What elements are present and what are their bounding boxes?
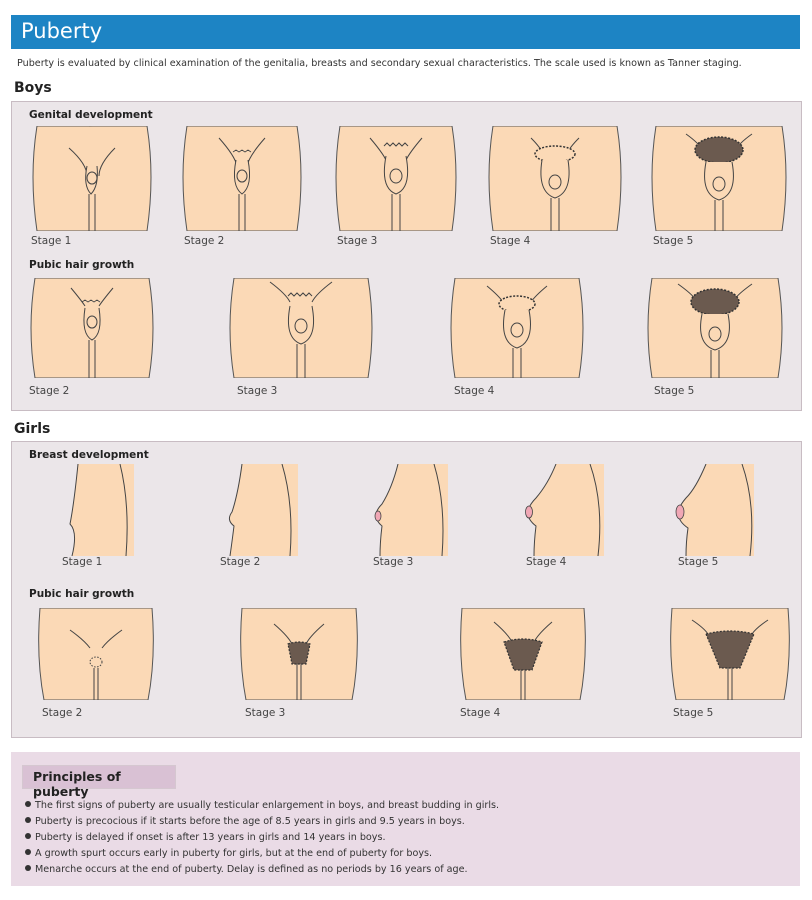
boy-pubic-stage3-figure (226, 278, 376, 378)
boy-genital-stage2-figure (179, 126, 305, 231)
page-title: Puberty (21, 19, 103, 43)
girl-breast-stage4-figure (520, 464, 604, 556)
list-item-text: Puberty is precocious if it starts before the age of 8.5 years in girls and 9.5 years in boys. (35, 816, 465, 827)
list-item-text: Puberty is delayed if onset is after 13 years in girls and 14 years in boys. (35, 832, 386, 843)
girl-breast-stage-label: Stage 4 (526, 556, 567, 568)
list-item-text: The first signs of puberty are usually testicular enlargement in boys, and breast budding in girls. (35, 800, 500, 811)
girl-pubic-stage5-figure (668, 608, 792, 700)
girl-breast-stage1-figure (64, 464, 136, 556)
bullet-icon (25, 801, 31, 807)
bullet-icon (25, 849, 31, 855)
girl-pubic-hair-title: Pubic hair growth (29, 588, 135, 600)
boy-pubic-stage5-figure (644, 278, 786, 378)
boys-panel (11, 101, 802, 411)
girls-panel (11, 441, 802, 738)
boy-genital-stage3-figure (332, 126, 460, 231)
boy-pubic-stage2-figure (27, 278, 157, 378)
boy-genital-stage-label: Stage 3 (337, 235, 378, 247)
boy-pubic-stage4-figure (447, 278, 587, 378)
boy-pubic-stage-label: Stage 5 (654, 385, 695, 397)
girl-breast-stage-label: Stage 5 (678, 556, 719, 568)
principles-title-box (22, 765, 176, 799)
boy-genital-stage1-figure (29, 126, 155, 231)
boys-heading: Boys (14, 80, 52, 96)
bullet-icon (25, 865, 31, 871)
intro-text: Puberty is evaluated by clinical examination of the genitalia, breasts and secondary sexual characteristics. The scale used is known as Tanner staging. (17, 58, 742, 69)
girl-pubic-stage-label: Stage 3 (245, 707, 286, 719)
list-item (25, 814, 499, 830)
girl-breast-stage3-figure (368, 464, 448, 556)
boy-genital-stage-label: Stage 5 (653, 235, 694, 247)
boy-pubic-stage-label: Stage 3 (237, 385, 278, 397)
list-item (25, 862, 499, 878)
boy-genital-stage-label: Stage 4 (490, 235, 531, 247)
girl-breast-stage-label: Stage 2 (220, 556, 261, 568)
girl-pubic-stage-label: Stage 4 (460, 707, 501, 719)
genital-development-title: Genital development (29, 109, 153, 121)
list-item (25, 830, 499, 846)
girl-pubic-stage-label: Stage 2 (42, 707, 83, 719)
breast-development-title: Breast development (29, 449, 149, 461)
list-item (25, 798, 499, 814)
list-item-text: A growth spurt occurs early in puberty for girls, but at the end of puberty for boys. (35, 848, 433, 859)
girl-breast-stage2-figure (220, 464, 300, 556)
girl-breast-stage-label: Stage 3 (373, 556, 414, 568)
girl-breast-stage5-figure (670, 464, 754, 556)
girl-breast-stage-label: Stage 1 (62, 556, 103, 568)
girl-pubic-stage3-figure (238, 608, 360, 700)
title-bar (11, 15, 800, 49)
girls-heading: Girls (14, 421, 51, 437)
girl-pubic-stage4-figure (458, 608, 588, 700)
list-item-text: Menarche occurs at the end of puberty. Delay is defined as no periods by 16 years of age. (35, 864, 468, 875)
boy-genital-stage-label: Stage 2 (184, 235, 225, 247)
boy-pubic-stage-label: Stage 4 (454, 385, 495, 397)
girl-pubic-stage-label: Stage 5 (673, 707, 714, 719)
bullet-icon (25, 817, 31, 823)
boy-genital-stage-label: Stage 1 (31, 235, 72, 247)
bullet-icon (25, 833, 31, 839)
list-item (25, 846, 499, 862)
boy-pubic-stage-label: Stage 2 (29, 385, 70, 397)
principles-box (11, 752, 800, 886)
boy-pubic-hair-title: Pubic hair growth (29, 259, 135, 271)
girl-pubic-stage2-figure (36, 608, 156, 700)
principles-title: Principles of puberty (33, 769, 121, 799)
boy-genital-stage4-figure (485, 126, 625, 231)
boy-genital-stage5-figure (648, 126, 790, 231)
principles-list (25, 798, 499, 878)
